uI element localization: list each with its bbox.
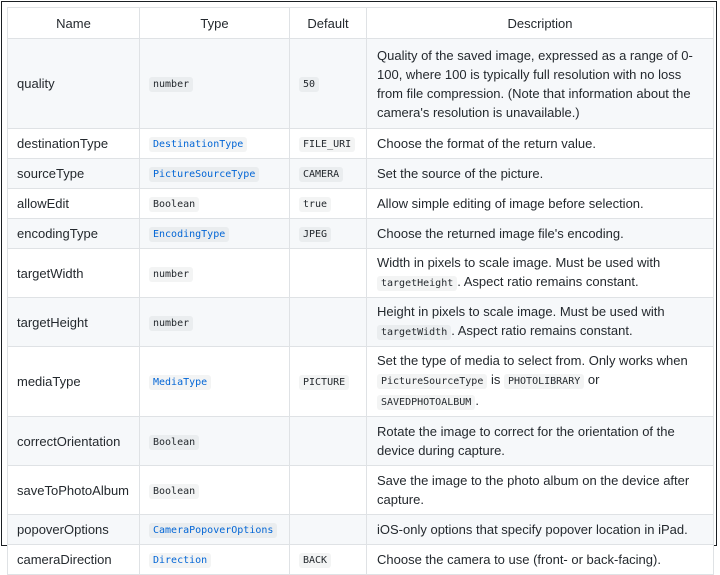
option-name: saveToPhotoAlbum	[8, 466, 140, 515]
option-type-link[interactable]: PictureSourceType	[149, 167, 259, 182]
option-description	[367, 39, 714, 129]
description-text: Height in pixels to scale image. Must be used with	[377, 304, 665, 319]
table-row	[8, 39, 714, 129]
option-type: Boolean	[149, 435, 199, 450]
option-type-cell	[140, 466, 290, 515]
option-default-cell	[290, 249, 367, 298]
option-default-cell	[290, 219, 367, 249]
header-default: Default	[290, 8, 367, 39]
option-name: mediaType	[8, 347, 140, 417]
description-text: Set the source of the picture.	[377, 166, 544, 181]
option-type-cell	[140, 39, 290, 129]
option-type-cell	[140, 417, 290, 466]
option-default: BACK	[299, 553, 331, 568]
option-name: targetHeight	[8, 298, 140, 347]
option-type: number	[149, 316, 193, 331]
table-row	[8, 298, 714, 347]
option-default-cell	[290, 466, 367, 515]
description-text: Set the type of media to select from. Only works when	[377, 353, 688, 368]
description-text: .	[475, 393, 479, 408]
option-description	[367, 189, 714, 219]
option-default: 50	[299, 77, 319, 92]
description-text: . Aspect ratio remains constant.	[457, 274, 639, 289]
option-type-cell	[140, 298, 290, 347]
table-row	[8, 515, 714, 545]
option-type-cell	[140, 515, 290, 545]
option-type: Boolean	[149, 197, 199, 212]
options-table	[7, 7, 714, 575]
table-row	[8, 189, 714, 219]
table-row	[8, 417, 714, 466]
description-text: or	[584, 372, 600, 387]
header-row	[8, 8, 714, 39]
option-default-cell	[290, 298, 367, 347]
option-description	[367, 219, 714, 249]
description-text: Choose the format of the return value.	[377, 136, 596, 151]
description-text: is	[487, 372, 504, 387]
description-code: PictureSourceType	[377, 374, 487, 389]
option-default: true	[299, 197, 331, 212]
option-type: number	[149, 267, 193, 282]
option-name: correctOrientation	[8, 417, 140, 466]
option-type-cell	[140, 249, 290, 298]
option-default-cell	[290, 417, 367, 466]
description-text: . Aspect ratio remains constant.	[451, 323, 633, 338]
description-text: iOS-only options that specify popover location in iPad.	[377, 522, 688, 537]
description-text: Rotate the image to correct for the orientation of the device during capture.	[377, 424, 675, 458]
header-name: Name	[8, 8, 140, 39]
option-name: targetWidth	[8, 249, 140, 298]
description-code: SAVEDPHOTOALBUM	[377, 395, 475, 410]
option-type-cell	[140, 545, 290, 575]
option-default-cell	[290, 159, 367, 189]
option-default-cell	[290, 39, 367, 129]
option-name: destinationType	[8, 129, 140, 159]
option-description	[367, 347, 714, 417]
option-name: quality	[8, 39, 140, 129]
option-description	[367, 515, 714, 545]
header-description: Description	[367, 8, 714, 39]
option-type-cell	[140, 219, 290, 249]
option-default-cell	[290, 347, 367, 417]
option-type-cell	[140, 159, 290, 189]
option-type: Boolean	[149, 484, 199, 499]
option-description	[367, 129, 714, 159]
description-text: Allow simple editing of image before selection.	[377, 196, 644, 211]
header-type: Type	[140, 8, 290, 39]
option-default: PICTURE	[299, 375, 349, 390]
table-row	[8, 249, 714, 298]
option-name: popoverOptions	[8, 515, 140, 545]
option-default: FILE_URI	[299, 137, 355, 152]
option-type-cell	[140, 347, 290, 417]
option-type-cell	[140, 129, 290, 159]
option-default: CAMERA	[299, 167, 343, 182]
option-default-cell	[290, 515, 367, 545]
description-code: targetHeight	[377, 276, 457, 291]
description-text: Choose the returned image file's encoding.	[377, 226, 624, 241]
option-description	[367, 466, 714, 515]
table-body	[8, 39, 714, 575]
option-name: sourceType	[8, 159, 140, 189]
table-row	[8, 347, 714, 417]
description-code: PHOTOLIBRARY	[504, 374, 584, 389]
option-description	[367, 417, 714, 466]
description-text: Save the image to the photo album on the device after capture.	[377, 473, 690, 507]
option-type-cell	[140, 189, 290, 219]
option-name: cameraDirection	[8, 545, 140, 575]
table-row	[8, 466, 714, 515]
option-default-cell	[290, 545, 367, 575]
option-type-link[interactable]: CameraPopoverOptions	[149, 523, 277, 538]
option-type-link[interactable]: Direction	[149, 553, 211, 568]
options-table-frame	[1, 1, 717, 567]
option-type: number	[149, 77, 193, 92]
option-type-link[interactable]: EncodingType	[149, 227, 229, 242]
option-description	[367, 545, 714, 575]
option-type-link[interactable]: MediaType	[149, 375, 211, 390]
option-description	[367, 249, 714, 298]
option-default: JPEG	[299, 227, 331, 242]
option-type-link[interactable]: DestinationType	[149, 137, 247, 152]
table-header	[8, 8, 714, 39]
option-name: allowEdit	[8, 189, 140, 219]
option-description	[367, 159, 714, 189]
table-row	[8, 545, 714, 575]
table-row	[8, 219, 714, 249]
table-row	[8, 159, 714, 189]
description-code: targetWidth	[377, 325, 451, 340]
option-default-cell	[290, 189, 367, 219]
table-row	[8, 129, 714, 159]
option-name: encodingType	[8, 219, 140, 249]
option-default-cell	[290, 129, 367, 159]
description-text: Quality of the saved image, expressed as a range of 0-100, where 100 is typically full resolution with no loss from file compression. (Note that information about the camera's resolution is unavailable.)	[377, 47, 693, 120]
description-text: Choose the camera to use (front- or back-facing).	[377, 552, 661, 567]
description-text: Width in pixels to scale image. Must be used with	[377, 255, 661, 270]
option-description	[367, 298, 714, 347]
